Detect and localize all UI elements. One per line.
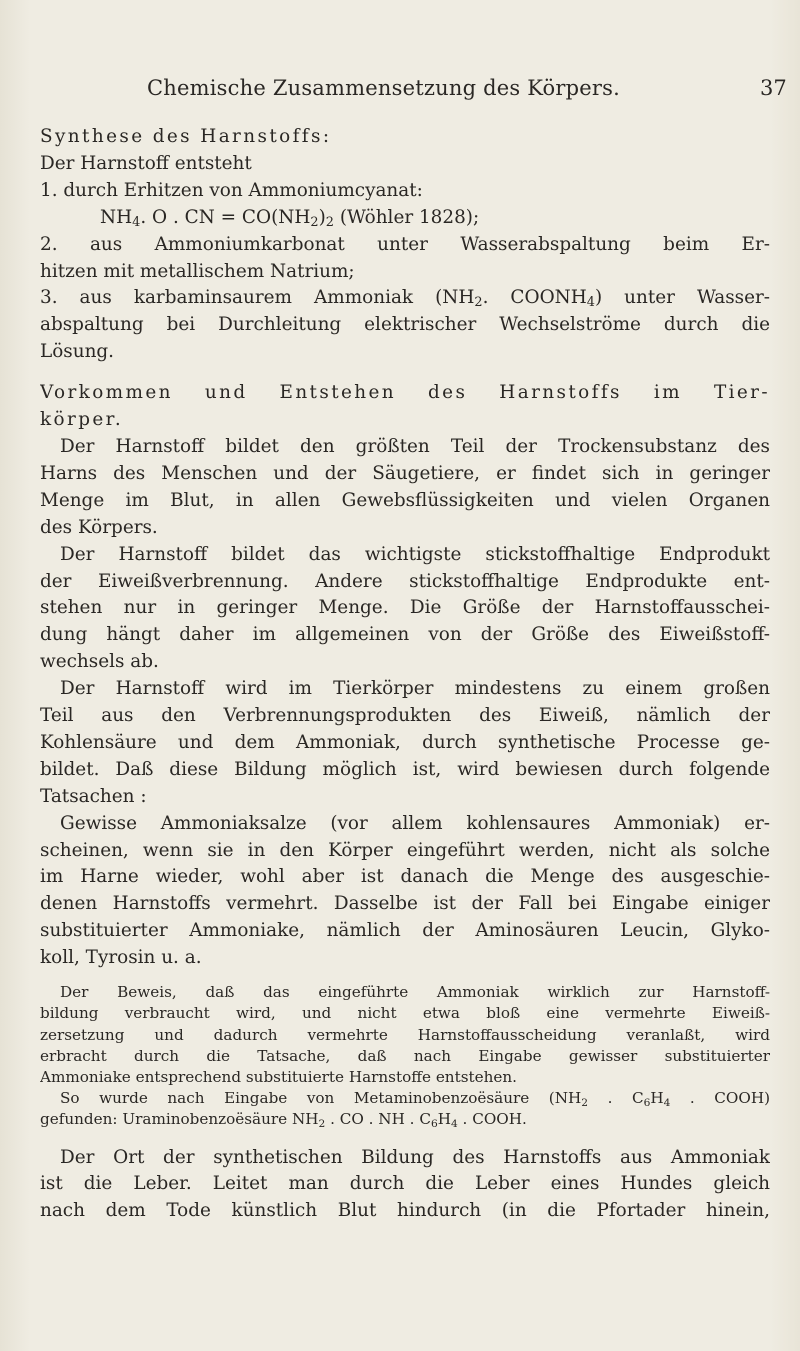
text-line: im Harne wieder, wohl aber ist danach die Menge des ausgeschie- <box>40 866 770 888</box>
synthese-item-2-line-2: hitzen mit metallischem Natrium; <box>40 260 355 282</box>
note-line: bildung verbraucht wird, und nicht etwa bloß eine vermehrte Eiweiß- <box>40 1004 770 1023</box>
header-title: Chemische Zusammensetzung des Körpers. <box>147 76 620 100</box>
synthese-item-3-line-2: abspaltung bei Durchleitung elektrischer Wechselströme durch die <box>40 314 770 336</box>
page-body <box>40 124 770 1225</box>
formula-ammoniumcyanat: $NH_4$. O . CN = $CO(NH_2)_2$ (Wöhler 1828); <box>100 206 480 230</box>
synthese-intro: Der Harnstoff entsteht <box>40 152 252 174</box>
text-line: Der Harnstoff bildet den größten Teil der Trockensubstanz des <box>60 435 770 457</box>
section-vorkommen <box>40 380 770 972</box>
text-line: Menge im Blut, in allen Gewebsflüssigkeiten und vielen Organen <box>40 489 770 511</box>
paragraph-1 <box>40 434 770 542</box>
text-line: der Eiweißverbrennung. Andere stickstoffhaltige Endprodukte ent- <box>40 570 770 592</box>
note-line-formula-2: gefunden: Uraminobenzoësäure $NH_2$ . CO . NH . $C_6H_4$ . COOH. <box>40 1110 527 1131</box>
text-line: scheinen, wenn sie in den Körper eingeführt werden, nicht als solche <box>40 839 770 861</box>
text-line: Kohlensäure und dem Ammoniak, durch synthetische Processe ge- <box>40 731 770 753</box>
section-heading-vorkommen-line-2: körper. <box>40 409 124 431</box>
page-number: 37 <box>760 76 787 100</box>
text-line: Teil aus den Verbrennungsprodukten des Eiweiß, nämlich der <box>40 705 770 727</box>
paragraph-4 <box>40 811 770 972</box>
synthese-item-3-line-3: Lösung. <box>40 341 115 363</box>
section-heading-synthese: Synthese des Harnstoffs: <box>40 126 332 147</box>
text-line: ist die Leber. Leitet man durch die Leber eines Hundes gleich <box>40 1173 770 1195</box>
text-line: Gewisse Ammoniaksalze (vor allem kohlensaures Ammoniak) er- <box>60 812 770 834</box>
text-line: substituierter Ammoniake, nämlich der Aminosäuren Leucin, Glyko- <box>40 920 770 942</box>
text-line: bildet. Daß diese Bildung möglich ist, wird bewiesen durch folgende <box>40 758 770 780</box>
paragraph-3 <box>40 676 770 811</box>
synthese-item-2-line-1: 2. aus Ammoniumkarbonat unter Wasserabspaltung beim Er- <box>40 233 770 255</box>
note-line: Der Beweis, daß das eingeführte Ammoniak wirklich zur Harnstoff- <box>60 983 770 1002</box>
text-line: nach dem Tode künstlich Blut hindurch (in die Pfortader hinein, <box>40 1200 770 1222</box>
text-line: koll, Tyrosin u. a. <box>40 947 202 969</box>
text-line: denen Harnstoffs vermehrt. Dasselbe ist der Fall bei Eingabe einiger <box>40 893 770 915</box>
text-line: stehen nur in geringer Menge. Die Größe der Harnstoffausschei- <box>40 597 770 619</box>
synthese-item-1: 1. durch Erhitzen von Ammoniumcyanat: <box>40 179 423 201</box>
text-line: wechsels ab. <box>40 651 159 673</box>
note-line: Ammoniake entsprechend substituierte Harnstoffe entstehen. <box>40 1067 517 1086</box>
note-line: erbracht durch die Tatsache, daß nach Eingabe gewisser substituierter <box>40 1046 770 1065</box>
footnote-block <box>40 982 770 1130</box>
text-line: Tatsachen : <box>40 785 147 807</box>
text-line: Der Ort der synthetischen Bildung des Harnstoffs aus Ammoniak <box>60 1146 770 1168</box>
note-line-formula-1: So wurde nach Eingabe von Metaminobenzoësäure ($NH_2$ . $C_6H_4$ . COOH) <box>60 1089 770 1110</box>
text-line: Harns des Menschen und der Säugetiere, er findet sich in geringer <box>40 462 770 484</box>
text-line: des Körpers. <box>40 516 158 538</box>
note-line: zersetzung und dadurch vermehrte Harnstoffausscheidung veranlaßt, wird <box>40 1025 770 1044</box>
text-line: Der Harnstoff bildet das wichtigste stickstoffhaltige Endprodukt <box>60 543 770 565</box>
section-heading-vorkommen-line-1: Vorkommen und Entstehen des Harnstoffs im Tier- <box>40 382 770 404</box>
text-line: Der Harnstoff wird im Tierkörper mindestens zu einem großen <box>60 678 770 700</box>
paragraph-2 <box>40 542 770 677</box>
running-header <box>0 76 800 106</box>
text-line: dung hängt daher im allgemeinen von der Größe des Eiweißstoff- <box>40 624 770 646</box>
synthese-item-3-line-1: 3. aus karbaminsaurem Ammoniak ($NH_2$. $COONH_4$) unter Wasser- <box>40 287 770 311</box>
paragraph-leber <box>40 1145 770 1226</box>
